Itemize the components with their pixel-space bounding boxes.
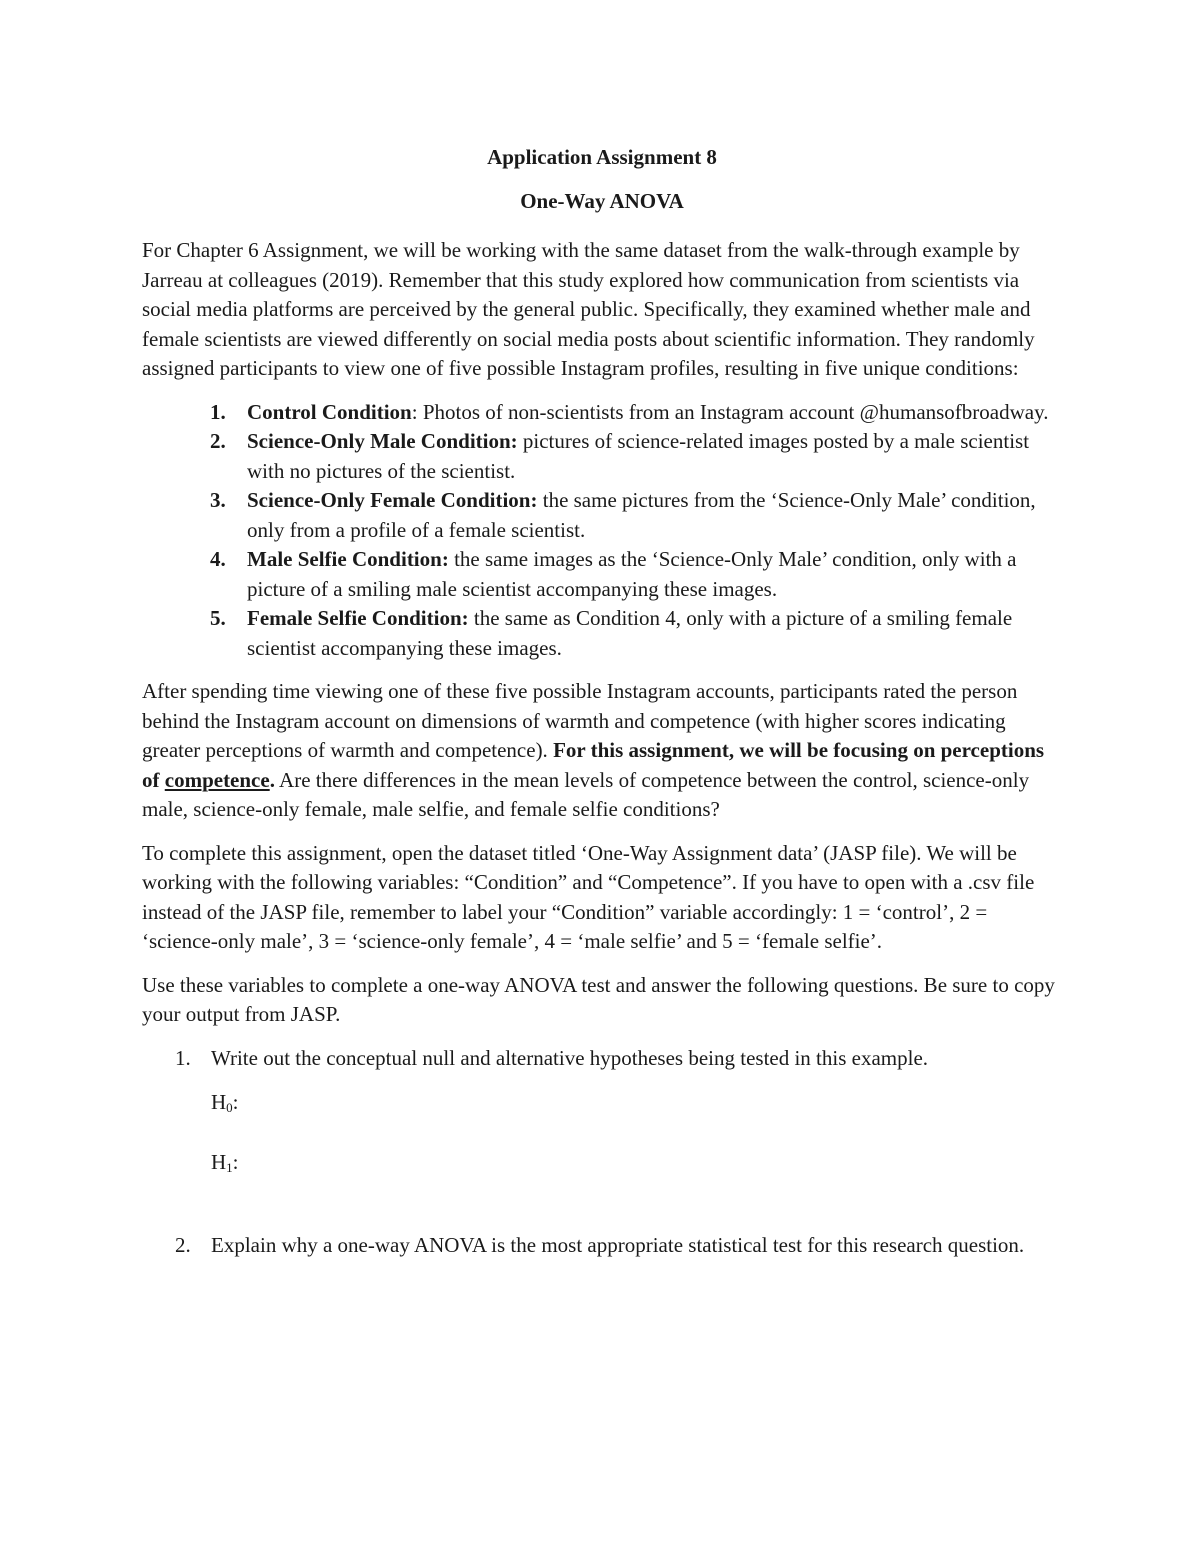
condition-label: Science-Only Male Condition: <box>247 429 518 453</box>
condition-label: Control Condition <box>247 399 412 424</box>
alt-hypothesis-line <box>211 1147 1062 1177</box>
condition-text: the same images as the ‘Science-Only Male’ condition, only with a picture of a smiling male scientist accompanying these images. <box>247 547 1017 601</box>
alt-hypothesis-colon: : <box>232 1150 239 1174</box>
task-instructions: Use these variables to complete a one-way ANOVA test and answer the following questions. Be sure to copy your output from JASP. <box>142 972 1055 1026</box>
question-item <box>175 1044 1062 1178</box>
condition-item <box>210 545 1062 604</box>
condition-text: pictures of science-related images posted by a male scientist with no pictures of the scientist. <box>247 429 1030 483</box>
document-page <box>142 138 1062 1261</box>
focus-keyword: competence <box>164 767 270 792</box>
null-hypothesis-line <box>211 1087 1062 1117</box>
condition-text: the same as Condition 4, only with a picture of a smiling female scientist accompanying these images. <box>247 606 1013 660</box>
null-hypothesis-subscript: 0 <box>226 1100 233 1115</box>
condition-number: 5. <box>210 606 226 630</box>
focus-text: For this assignment, we will be focusing on perceptions of <box>142 738 1045 792</box>
condition-item <box>210 604 1062 663</box>
condition-item <box>210 427 1062 486</box>
document-subtitle: One-Way ANOVA <box>520 189 684 213</box>
alt-hypothesis-symbol: H <box>211 1150 227 1174</box>
condition-number: 4. <box>210 547 226 571</box>
document-title: Application Assignment 8 <box>487 145 717 169</box>
question-number: 1. <box>175 1045 191 1070</box>
alt-hypothesis-subscript: 1 <box>226 1160 233 1175</box>
condition-number: 1. <box>210 399 226 424</box>
null-hypothesis-symbol: H <box>211 1090 227 1114</box>
condition-text: the same pictures from the ‘Science-Only Male’ condition, only from a profile of a female scientist. <box>247 488 1036 542</box>
question-text: Write out the conceptual null and alternative hypotheses being tested in this example. <box>211 1045 929 1070</box>
question-text: Explain why a one-way ANOVA is the most appropriate statistical test for this research question. <box>211 1233 1025 1257</box>
dataset-instructions: To complete this assignment, open the dataset titled ‘One-Way Assignment data’ (JASP file). We will be working with the following variables: “Condition” and “Competence”. If you have to open with a .csv file instead of the JASP file, remember to label your “Condition” variable accordingly: 1 = ‘control’, 2 = ‘science-only male’, 3 = ‘science-only female’, 4 = ‘male selfie’ and 5 = ‘female selfie’. <box>142 840 1035 953</box>
intro-paragraph: For Chapter 6 Assignment, we will be working with the same dataset from the walk-through example by Jarreau at colleagues (2019). Remember that this study explored how communication from scientists via social media platforms are perceived by the general public. Specifically, they examined whether male and female scientists are viewed differently on social media posts about scientific information. They randomly assigned participants to view one of five possible Instagram profiles, resulting in five unique conditions: <box>142 238 1035 380</box>
condition-label: Science-Only Female Condition: <box>247 488 538 512</box>
condition-item <box>210 398 1062 428</box>
condition-number: 3. <box>210 488 226 512</box>
null-hypothesis-colon: : <box>232 1090 239 1114</box>
focus-period: . <box>269 767 275 792</box>
question-number: 2. <box>175 1233 191 1257</box>
conditions-list <box>142 398 1062 664</box>
description-text: After spending time viewing one of these five possible Instagram accounts, participants rated the person behind the Instagram account on dimensions of warmth and competence (with higher scores indicating greater perceptions of warmth and competence). <box>142 679 1018 762</box>
condition-label: Male Selfie Condition: <box>247 547 449 571</box>
condition-item <box>210 486 1062 545</box>
research-question: Are there differences in the mean levels of competence between the control, science-only male, science-only female, male selfie, and female selfie conditions? <box>142 767 1030 821</box>
condition-label: Female Selfie Condition: <box>247 606 469 630</box>
question-item <box>175 1231 1062 1261</box>
condition-number: 2. <box>210 429 226 453</box>
questions-list <box>142 1044 1062 1261</box>
condition-text: : Photos of non-scientists from an Instagram account @humansofbroadway. <box>411 399 1049 424</box>
description-paragraph <box>142 677 1062 825</box>
